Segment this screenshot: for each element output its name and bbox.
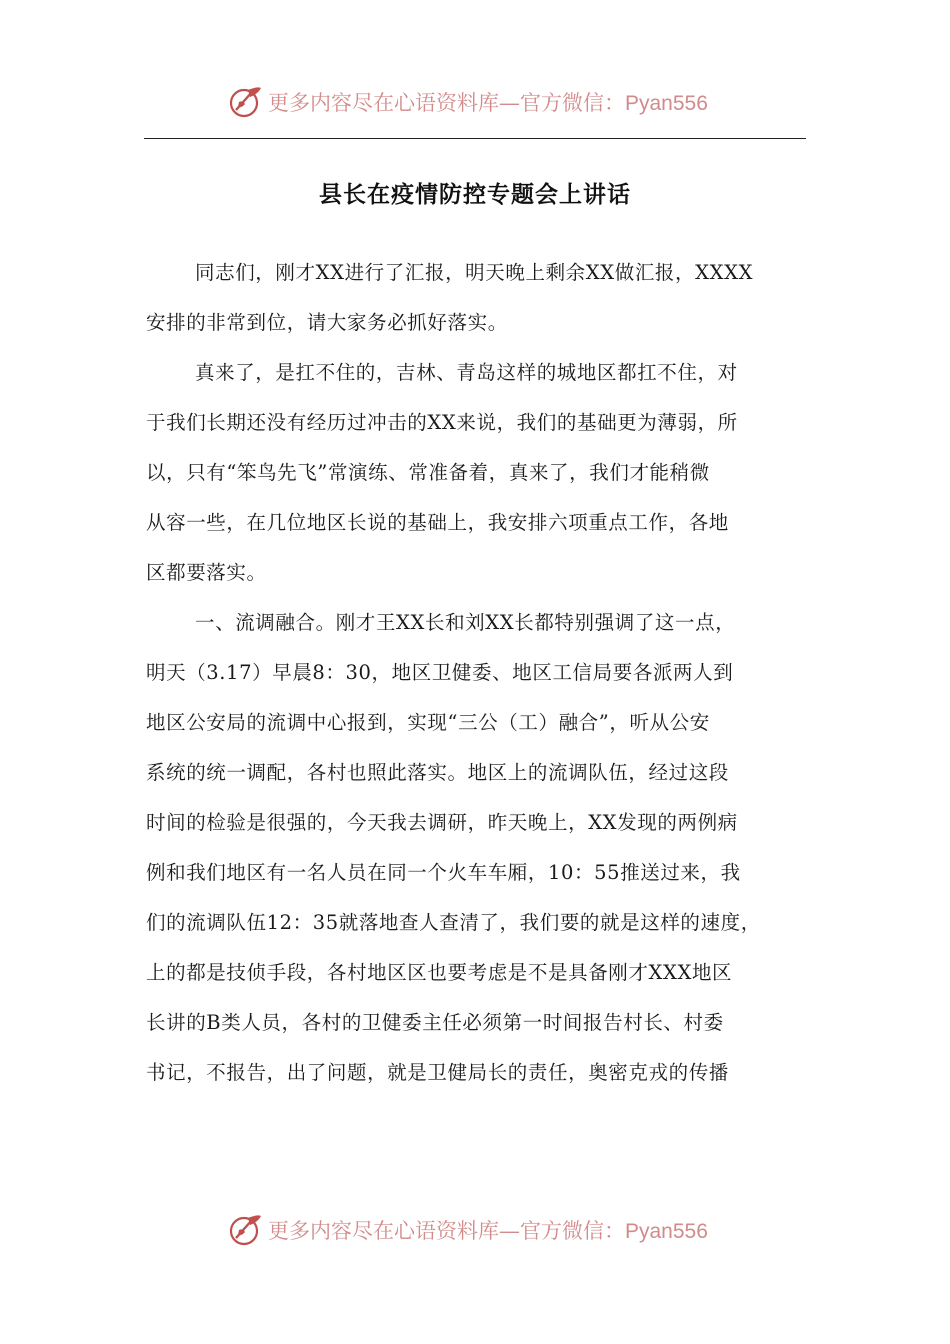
text-line: 时间的检验是很强的，今天我去调研，昨天晚上，XX发现的两例病 — [146, 811, 738, 834]
text-line: 同志们，刚才XX进行了汇报，明天晚上剩余XX做汇报，XXXX — [195, 261, 754, 284]
header-wechat-id: Pyan556 — [625, 92, 708, 115]
text-line: 长讲的B类人员，各村的卫健委主任必须第一时间报告村长、村委 — [146, 1011, 724, 1034]
text-line: 系统的统一调配，各村也照此落实。地区上的流调队伍，经过这段 — [146, 761, 729, 784]
text-line: 以，只有“笨鸟先飞”常演练、常准备着，真来了，我们才能稍微 — [146, 461, 710, 484]
quill-pen-seal-icon — [228, 84, 264, 120]
text-line: 从容一些，在几位地区长说的基础上，我安排六项重点工作，各地 — [146, 511, 729, 534]
text-line: 地区公安局的流调中心报到，实现“三公（工）融合”，听从公安 — [146, 711, 710, 734]
text-line: 们的流调队伍12：35就落地查人查清了，我们要的就是这样的速度， — [146, 911, 761, 934]
text-line: 一、流调融合。刚才王XX长和刘XX长都特别强调了这一点， — [195, 611, 736, 634]
text-line: 明天（3.17）早晨8：30，地区卫健委、地区工信局要各派两人到 — [146, 661, 734, 684]
text-line: 区都要落实。 — [146, 561, 267, 584]
header-banner-text: 更多内容尽在心语资料库—官方微信：Pyan556 — [268, 91, 708, 115]
text-line: 例和我们地区有一名人员在同一个火车车厢，10：55推送过来，我 — [146, 861, 741, 884]
header-divider — [144, 138, 806, 139]
text-line: 于我们长期还没有经历过冲击的XX来说，我们的基础更为薄弱，所 — [146, 411, 738, 434]
quill-pen-seal-icon — [228, 1212, 264, 1248]
footer-banner — [228, 1210, 708, 1250]
document-body — [146, 248, 808, 1098]
footer-wechat-id: Pyan556 — [625, 1220, 708, 1243]
page-title: 县长在疫情防控专题会上讲话 — [319, 182, 631, 208]
text-line: 上的都是技侦手段，各村地区区也要考虑是不是具备刚才XXX地区 — [146, 961, 733, 984]
text-line: 安排的非常到位，请大家务必抓好落实。 — [146, 311, 508, 334]
footer-banner-text: 更多内容尽在心语资料库—官方微信：Pyan556 — [268, 1219, 708, 1243]
text-line: 书记，不报告，出了问题，就是卫健局长的责任，奥密克戎的传播 — [146, 1061, 729, 1084]
text-line: 真来了，是扛不住的，吉林、青岛这样的城地区都扛不住，对 — [195, 361, 738, 384]
header-banner — [228, 82, 708, 122]
